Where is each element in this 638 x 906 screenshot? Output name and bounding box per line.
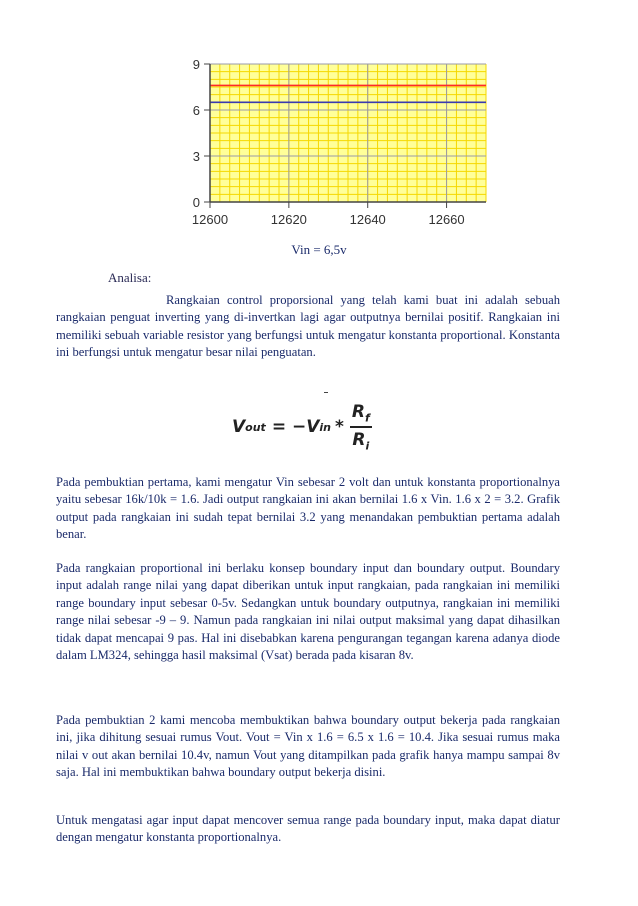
- formula-fraction: [350, 402, 372, 453]
- y-tick-label: 9: [192, 57, 200, 72]
- y-tick-label: 3: [192, 149, 200, 164]
- paragraph-2: Pada pembuktian pertama, kami mengatur Vin sebesar 2 volt dan untuk konstanta proportionalnya yaitu sebesar 16k/10k = 1.6. Jadi output rangkaian ini akan bernilai 1.6 x Vin. 1.6 x 2 = 3.2. Grafik output pada rangkaian ini sudah tepat bernilai 3.2 yang menandakan pembuktian pertama adalah benar.: [56, 475, 560, 542]
- formula-mark: [324, 392, 328, 393]
- formula-num-sub: f: [365, 411, 370, 425]
- paragraph-1: Rangkaian control proporsional yang telah kami buat ini adalah sebuah rangkaian penguat inverting yang di-invertkan lagi agar outputnya bernilai positif. Rangkaian ini memiliki sebuah variable resistor yang berfungsi untuk mengatur konstanta proportional. Konstanta ini berfungsi untuk mengatur besar nilai penguatan.: [56, 293, 560, 360]
- y-tick-label: 6: [192, 103, 200, 118]
- output-chart: [180, 52, 510, 242]
- y-tick-label: 0: [192, 195, 200, 210]
- paragraph-3: Pada rangkaian proportional ini berlaku konsep boundary input dan boundary output. Boundary input adalah range nilai yang dapat diberikan untuk input rangkaian, pada rangkaian ini memiliki range boundary input sebesar 0-5v. Sedangkan untuk boundary outputnya, rangkaian ini memiliki range nilai sebesar -9 – 9. Namun pada rangkaian ini nilai output maksimal yang dapat dihasilkan tidak dapat mencapai 9 pas. Hal ini disebabkan karena pengurangan tegangan karena adanya diode dalam LM324, sehingga hasil maksimal (Vsat) berada pada kisaran 8v.: [56, 561, 560, 663]
- formula-lhs: V: [232, 417, 246, 438]
- x-tick-label: 12600: [191, 212, 229, 227]
- paragraph-4: Pada pembuktian 2 kami mencoba membuktikan bahwa boundary output bekerja pada rangkaian ini, jika dihitung sesuai rumus Vout. Vout = Vin x 1.6 = 6.5 x 1.6 = 10.4. Jika sesuai rumus maka nilai v out akan bernilai 10.4v, namun Vout yang ditampilkan pada grafik hanya mampu sampai 8v saja. Hal ini membuktikan bahwa boundary output bekerja disini.: [56, 713, 560, 780]
- chart-caption: Vin = 6,5v: [291, 242, 347, 257]
- formula-eq: = −V: [271, 417, 320, 438]
- x-tick-label: 12640: [349, 212, 386, 227]
- vout-formula: [232, 402, 372, 453]
- x-tick-label: 12660: [428, 212, 465, 227]
- formula-den-sub: i: [365, 439, 370, 453]
- paragraph-5: Untuk mengatasi agar input dapat mencover semua range pada boundary input, maka dapat diatur dengan mengatur konstanta proportionalnya.: [56, 813, 560, 845]
- section-heading: Analisa:: [108, 270, 152, 285]
- formula-times: *: [335, 417, 344, 438]
- formula-den: R: [352, 430, 366, 451]
- formula-in-sub: in: [319, 420, 332, 434]
- formula-num: R: [351, 402, 365, 422]
- formula-lhs-sub: out: [245, 420, 266, 434]
- x-tick-label: 12620: [270, 212, 307, 227]
